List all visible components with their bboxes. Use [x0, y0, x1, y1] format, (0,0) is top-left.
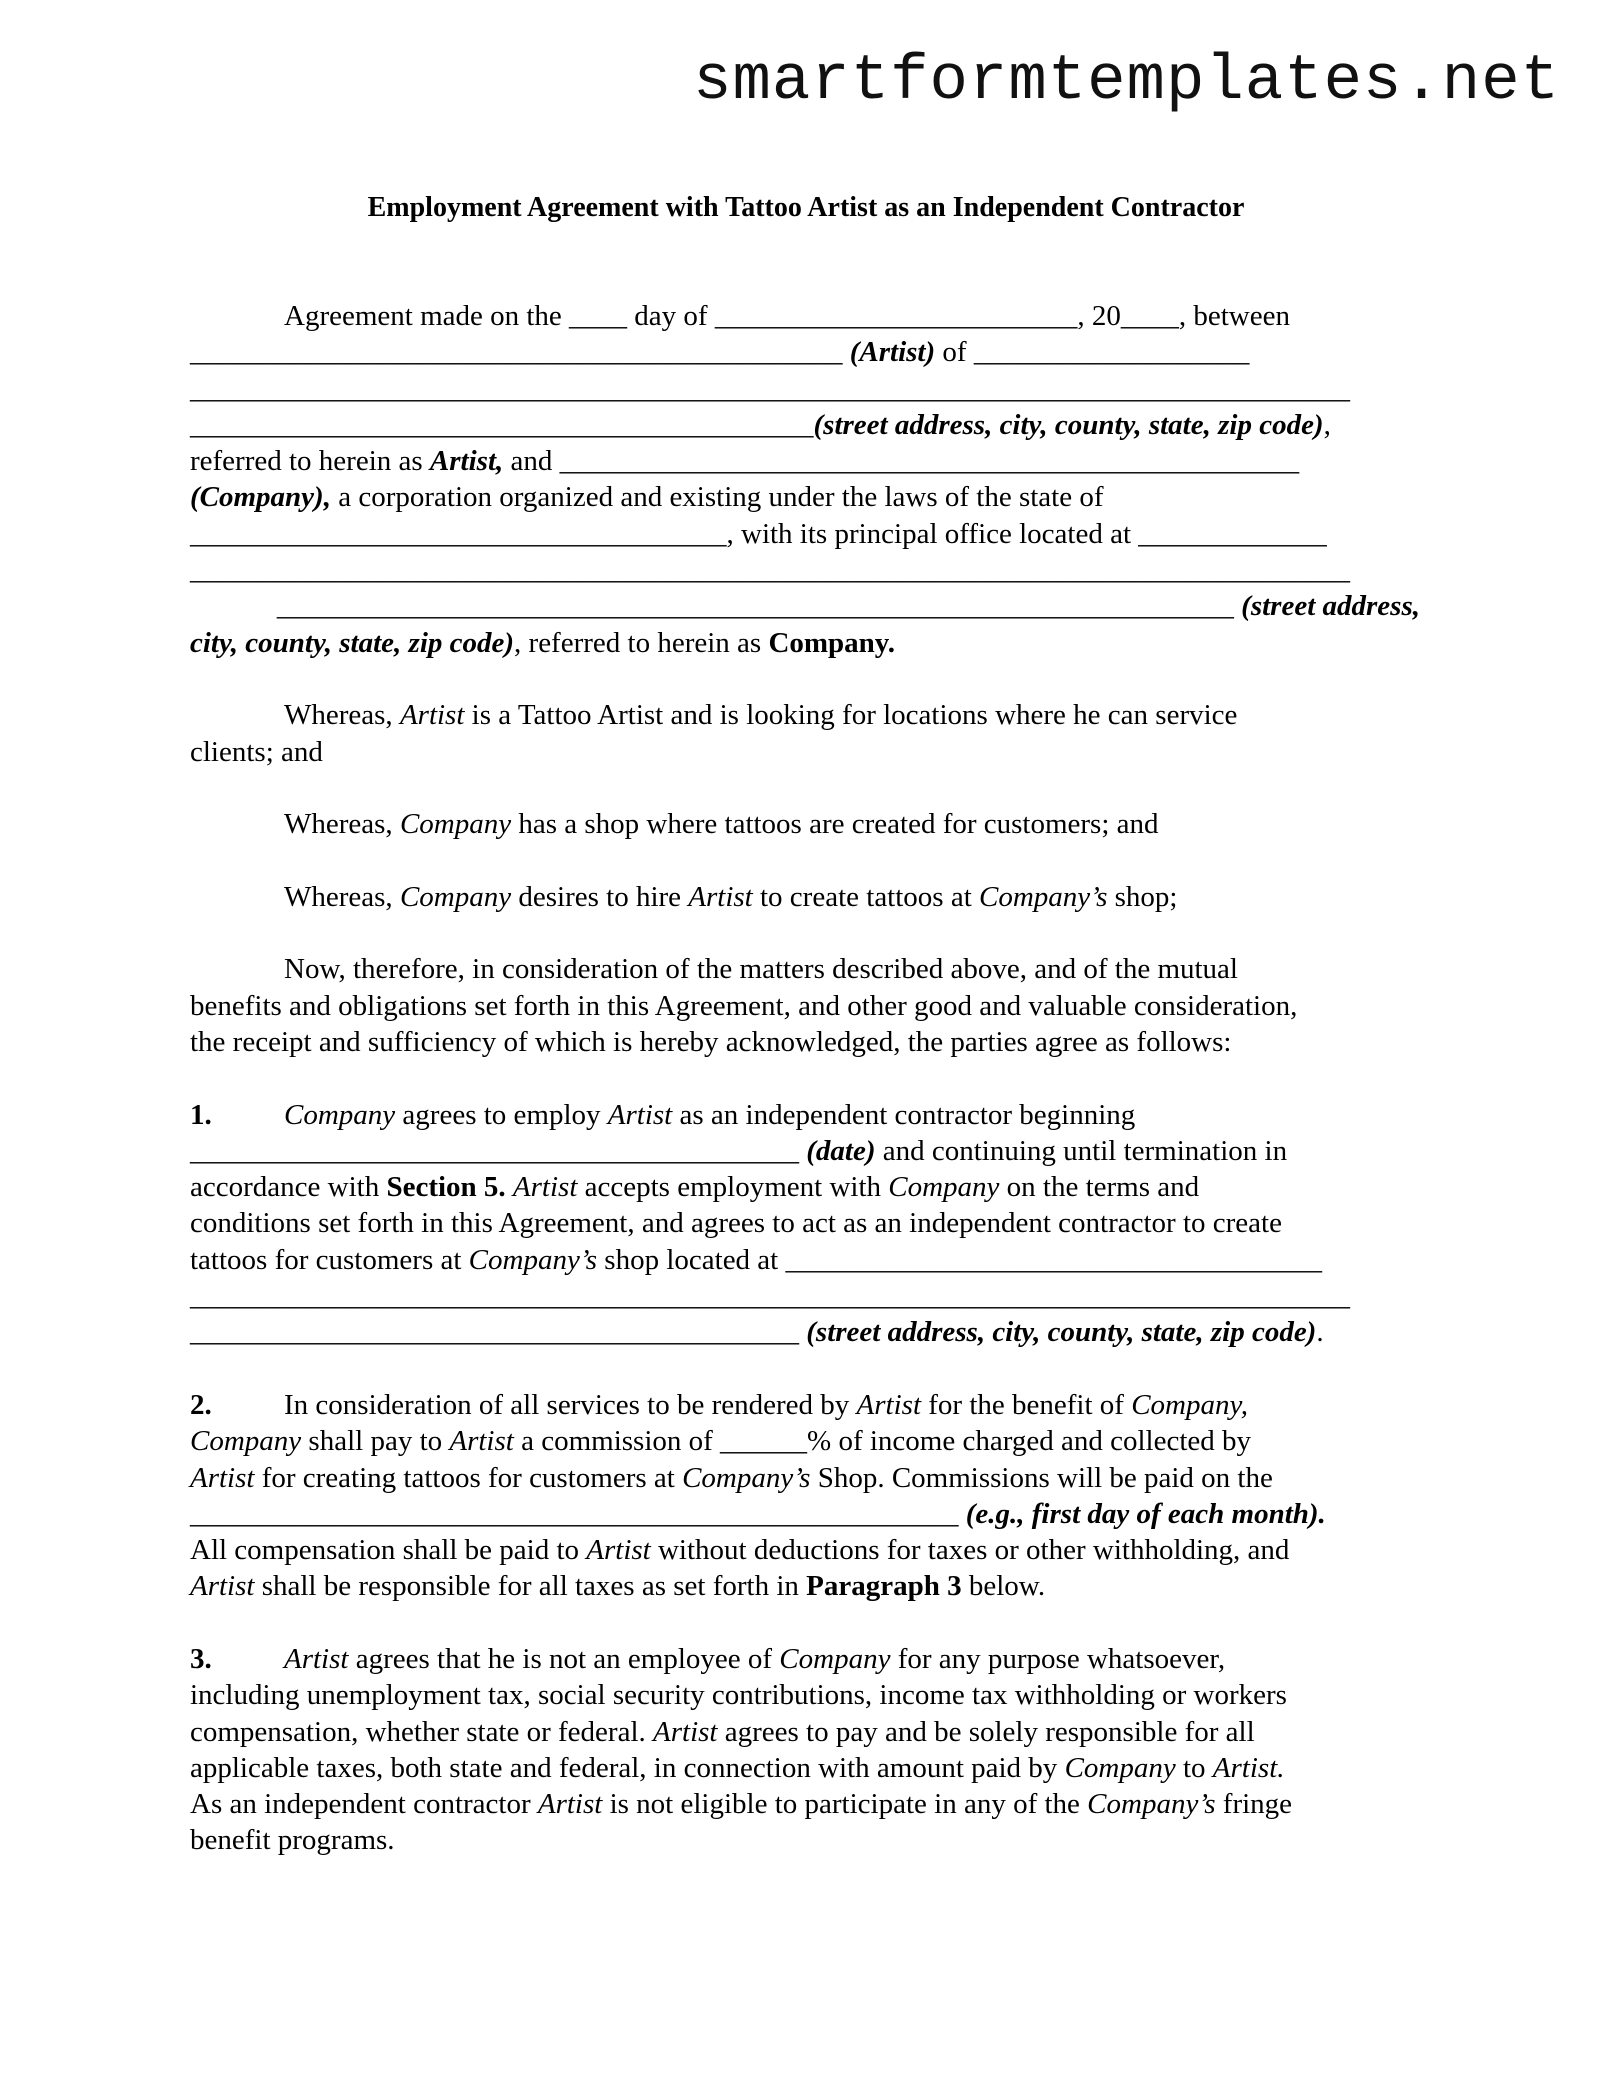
artist-term: Artist [190, 1570, 255, 1603]
section-text: on the terms and [999, 1171, 1200, 1204]
address-blank: ________________________________________________________________________________ [190, 372, 1350, 405]
now-text: the receipt and sufficiency of which is hereby acknowledged, the parties agree as follows: [190, 1025, 1232, 1058]
company-term: Company. [768, 626, 895, 659]
section-text: below. [961, 1570, 1046, 1603]
section-line [190, 1822, 1420, 1858]
company-term: Company [779, 1642, 891, 1675]
intro-text: referred to herein as [190, 445, 430, 478]
section-line [190, 1496, 1420, 1532]
section-line [190, 1387, 1420, 1423]
section-text: agrees that he is not an employee of [348, 1642, 780, 1675]
company-term: Company [1064, 1751, 1176, 1784]
intro-line [190, 298, 1420, 334]
section-line [190, 1677, 1420, 1713]
shop-location-blank: shop located at _____________________________________ [597, 1243, 1322, 1276]
artist-term: Artist. [1212, 1751, 1285, 1784]
intro-paragraph [190, 298, 1420, 661]
whereas-text: shop; [1107, 880, 1178, 913]
address-label: city, county, state, zip code) [190, 626, 515, 659]
company-term: Company’s [682, 1461, 811, 1494]
section-text: . [1316, 1316, 1324, 1349]
section-text: accepts employment with [577, 1171, 889, 1204]
whereas-line [190, 879, 1420, 915]
section-3 [190, 1641, 1420, 1859]
section-number: 2. [190, 1388, 212, 1421]
company-term: Company [399, 808, 512, 841]
section-line [190, 1314, 1420, 1350]
company-term: Company, [1131, 1388, 1248, 1421]
whereas-text: to create tattoos at [752, 880, 980, 913]
now-line [190, 988, 1420, 1024]
artist-term: Artist [856, 1388, 922, 1421]
artist-label: (Artist) [849, 336, 936, 369]
section-line [190, 1205, 1420, 1241]
company-term: Company’s [468, 1243, 598, 1276]
address-blank: ___________________________________________ [190, 408, 814, 441]
artist-name-blank: _____________________________________________ [190, 336, 850, 369]
artist-term: Artist [607, 1098, 673, 1131]
section-text: for creating tattoos for customers at [254, 1461, 683, 1494]
section-line [190, 1532, 1420, 1568]
intro-text: , [1323, 408, 1331, 441]
intro-text: a corporation organized and existing under the laws of the state of [330, 481, 1104, 514]
site-watermark: smartformtemplates.net [693, 46, 1560, 118]
section-line [190, 1750, 1420, 1786]
section-text: including unemployment tax, social security contributions, income tax withholding or workers [190, 1679, 1287, 1712]
paragraph-reference: Paragraph 3 [806, 1570, 962, 1603]
section-text: fringe [1215, 1788, 1293, 1821]
payment-date-label: (e.g., first day of each month). [965, 1497, 1326, 1530]
whereas-company-paragraph [190, 806, 1420, 842]
whereas-text: has a shop where tattoos are created for customers; and [511, 808, 1159, 841]
artist-term: Artist [284, 1642, 349, 1675]
section-text: without deductions for taxes or other withholding, and [650, 1534, 1290, 1567]
section-line [190, 1786, 1420, 1822]
company-term: Company [399, 880, 512, 913]
section-line [190, 1242, 1420, 1278]
section-text: conditions set forth in this Agreement, and agrees to act as an independent contractor to create [190, 1207, 1282, 1240]
section-text: In consideration of all services to be rendered by [284, 1388, 857, 1421]
company-term: Company’s [1087, 1788, 1216, 1821]
company-term: Company [190, 1425, 302, 1458]
artist-term: Artist, [429, 445, 504, 478]
intro-text: of ___________________ [935, 336, 1250, 369]
intro-text: Agreement made on the ____ day of _________________________, 20____, between [284, 300, 1290, 332]
section-number: 3. [190, 1642, 212, 1675]
section-text: All compensation shall be paid to [190, 1534, 587, 1567]
intro-line [190, 552, 1420, 588]
now-therefore-paragraph [190, 951, 1420, 1060]
artist-term: Artist [449, 1425, 514, 1458]
whereas-text: desires to hire [511, 880, 689, 913]
section-text: agrees to employ [395, 1098, 608, 1131]
artist-term: Artist [512, 1171, 578, 1204]
intro-line [190, 407, 1420, 443]
whereas-line [190, 806, 1420, 842]
address-label: (street address, [1241, 590, 1420, 623]
section-line [190, 1460, 1420, 1496]
company-term: Company’s [979, 880, 1108, 913]
whereas-line [190, 697, 1420, 733]
whereas-text: Whereas, [284, 699, 400, 732]
section-text: As an independent contractor [190, 1788, 538, 1821]
address-label: (street address, city, county, state, zip code) [813, 408, 1324, 441]
whereas-text: Whereas, [284, 808, 400, 841]
section-text: Shop. Commissions will be paid on the [810, 1461, 1273, 1494]
section-line [190, 1714, 1420, 1750]
artist-term: Artist [399, 699, 465, 732]
artist-term: Artist [537, 1788, 603, 1821]
company-label: (Company), [190, 481, 331, 514]
section-line [190, 1097, 1420, 1133]
section-text: shall be responsible for all taxes as set forth in [254, 1570, 807, 1603]
whereas-text: Whereas, [284, 880, 400, 913]
section-reference: Section 5. [386, 1171, 506, 1204]
section-number: 1. [190, 1098, 212, 1131]
now-text: Now, therefore, in consideration of the matters described above, and of the mutual [284, 953, 1238, 986]
now-line [190, 951, 1420, 987]
company-name-blank: and ___________________________________________________ [503, 445, 1300, 478]
commission-blank: a commission of ______% of income charged and collected by [513, 1425, 1251, 1458]
address-blank: ________________________________________________________________________________ [190, 1280, 1350, 1313]
whereas-hire-paragraph [190, 879, 1420, 915]
section-line [190, 1278, 1420, 1314]
intro-line [190, 371, 1420, 407]
section-text [506, 1171, 513, 1203]
section-text: tattoos for customers at [190, 1243, 469, 1276]
section-text: to [1175, 1751, 1213, 1784]
section-text: is not eligible to participate in any of the [602, 1788, 1088, 1821]
whereas-line [190, 734, 1420, 770]
whereas-text: clients; and [190, 735, 323, 768]
section-text: and continuing until termination in [875, 1134, 1288, 1167]
section-1 [190, 1097, 1420, 1351]
artist-term: Artist [586, 1534, 651, 1567]
section-text: benefit programs. [190, 1824, 395, 1857]
intro-line [190, 625, 1420, 661]
whereas-artist-paragraph [190, 697, 1420, 770]
section-text: for any purpose whatsoever, [890, 1642, 1226, 1675]
artist-term: Artist [190, 1461, 255, 1494]
company-term: Company [284, 1098, 396, 1131]
address-label: (street address, city, county, state, zip code) [806, 1316, 1317, 1349]
intro-line [190, 334, 1420, 370]
section-line [190, 1423, 1420, 1459]
date-label: (date) [806, 1134, 876, 1167]
intro-line [190, 588, 1420, 624]
section-text: accordance with [190, 1171, 387, 1204]
section-line [190, 1641, 1420, 1677]
now-text: benefits and obligations set forth in this Agreement, and other good and valuable consideration, [190, 989, 1298, 1022]
document-title: Employment Agreement with Tattoo Artist as an Independent Contractor [367, 192, 1245, 223]
intro-line [190, 516, 1420, 552]
date-blank: __________________________________________ [190, 1134, 807, 1167]
section-line [190, 1133, 1420, 1169]
intro-line [190, 479, 1420, 515]
section-text: shall pay to [301, 1425, 450, 1458]
section-line [190, 1169, 1420, 1205]
now-line [190, 1024, 1420, 1060]
state-office-blank: _____________________________________, with its principal office located at _____________ [190, 517, 1327, 550]
section-text: applicable taxes, both state and federal, in connection with amount paid by [190, 1751, 1065, 1784]
intro-line [190, 443, 1420, 479]
payment-date-blank: _____________________________________________________ [190, 1497, 966, 1530]
section-text: agrees to pay and be solely responsible for all [717, 1715, 1255, 1748]
section-line [190, 1568, 1420, 1604]
artist-term: Artist [653, 1715, 718, 1748]
address-blank: ________________________________________________________________________________ [190, 554, 1350, 587]
intro-text: , referred to herein as [514, 626, 769, 659]
section-text: as an independent contractor beginning [672, 1098, 1136, 1131]
artist-term: Artist [688, 880, 753, 913]
section-text: for the benefit of [921, 1388, 1132, 1421]
company-term: Company [888, 1171, 1000, 1204]
section-2 [190, 1387, 1420, 1605]
address-blank: __________________________________________ [190, 1316, 807, 1349]
agreement-body [190, 298, 1420, 1859]
whereas-text: is a Tattoo Artist and is looking for locations where he can service [464, 699, 1238, 732]
section-text: compensation, whether state or federal. [190, 1715, 654, 1748]
address-blank: __________________________________________________________________ [276, 590, 1242, 623]
